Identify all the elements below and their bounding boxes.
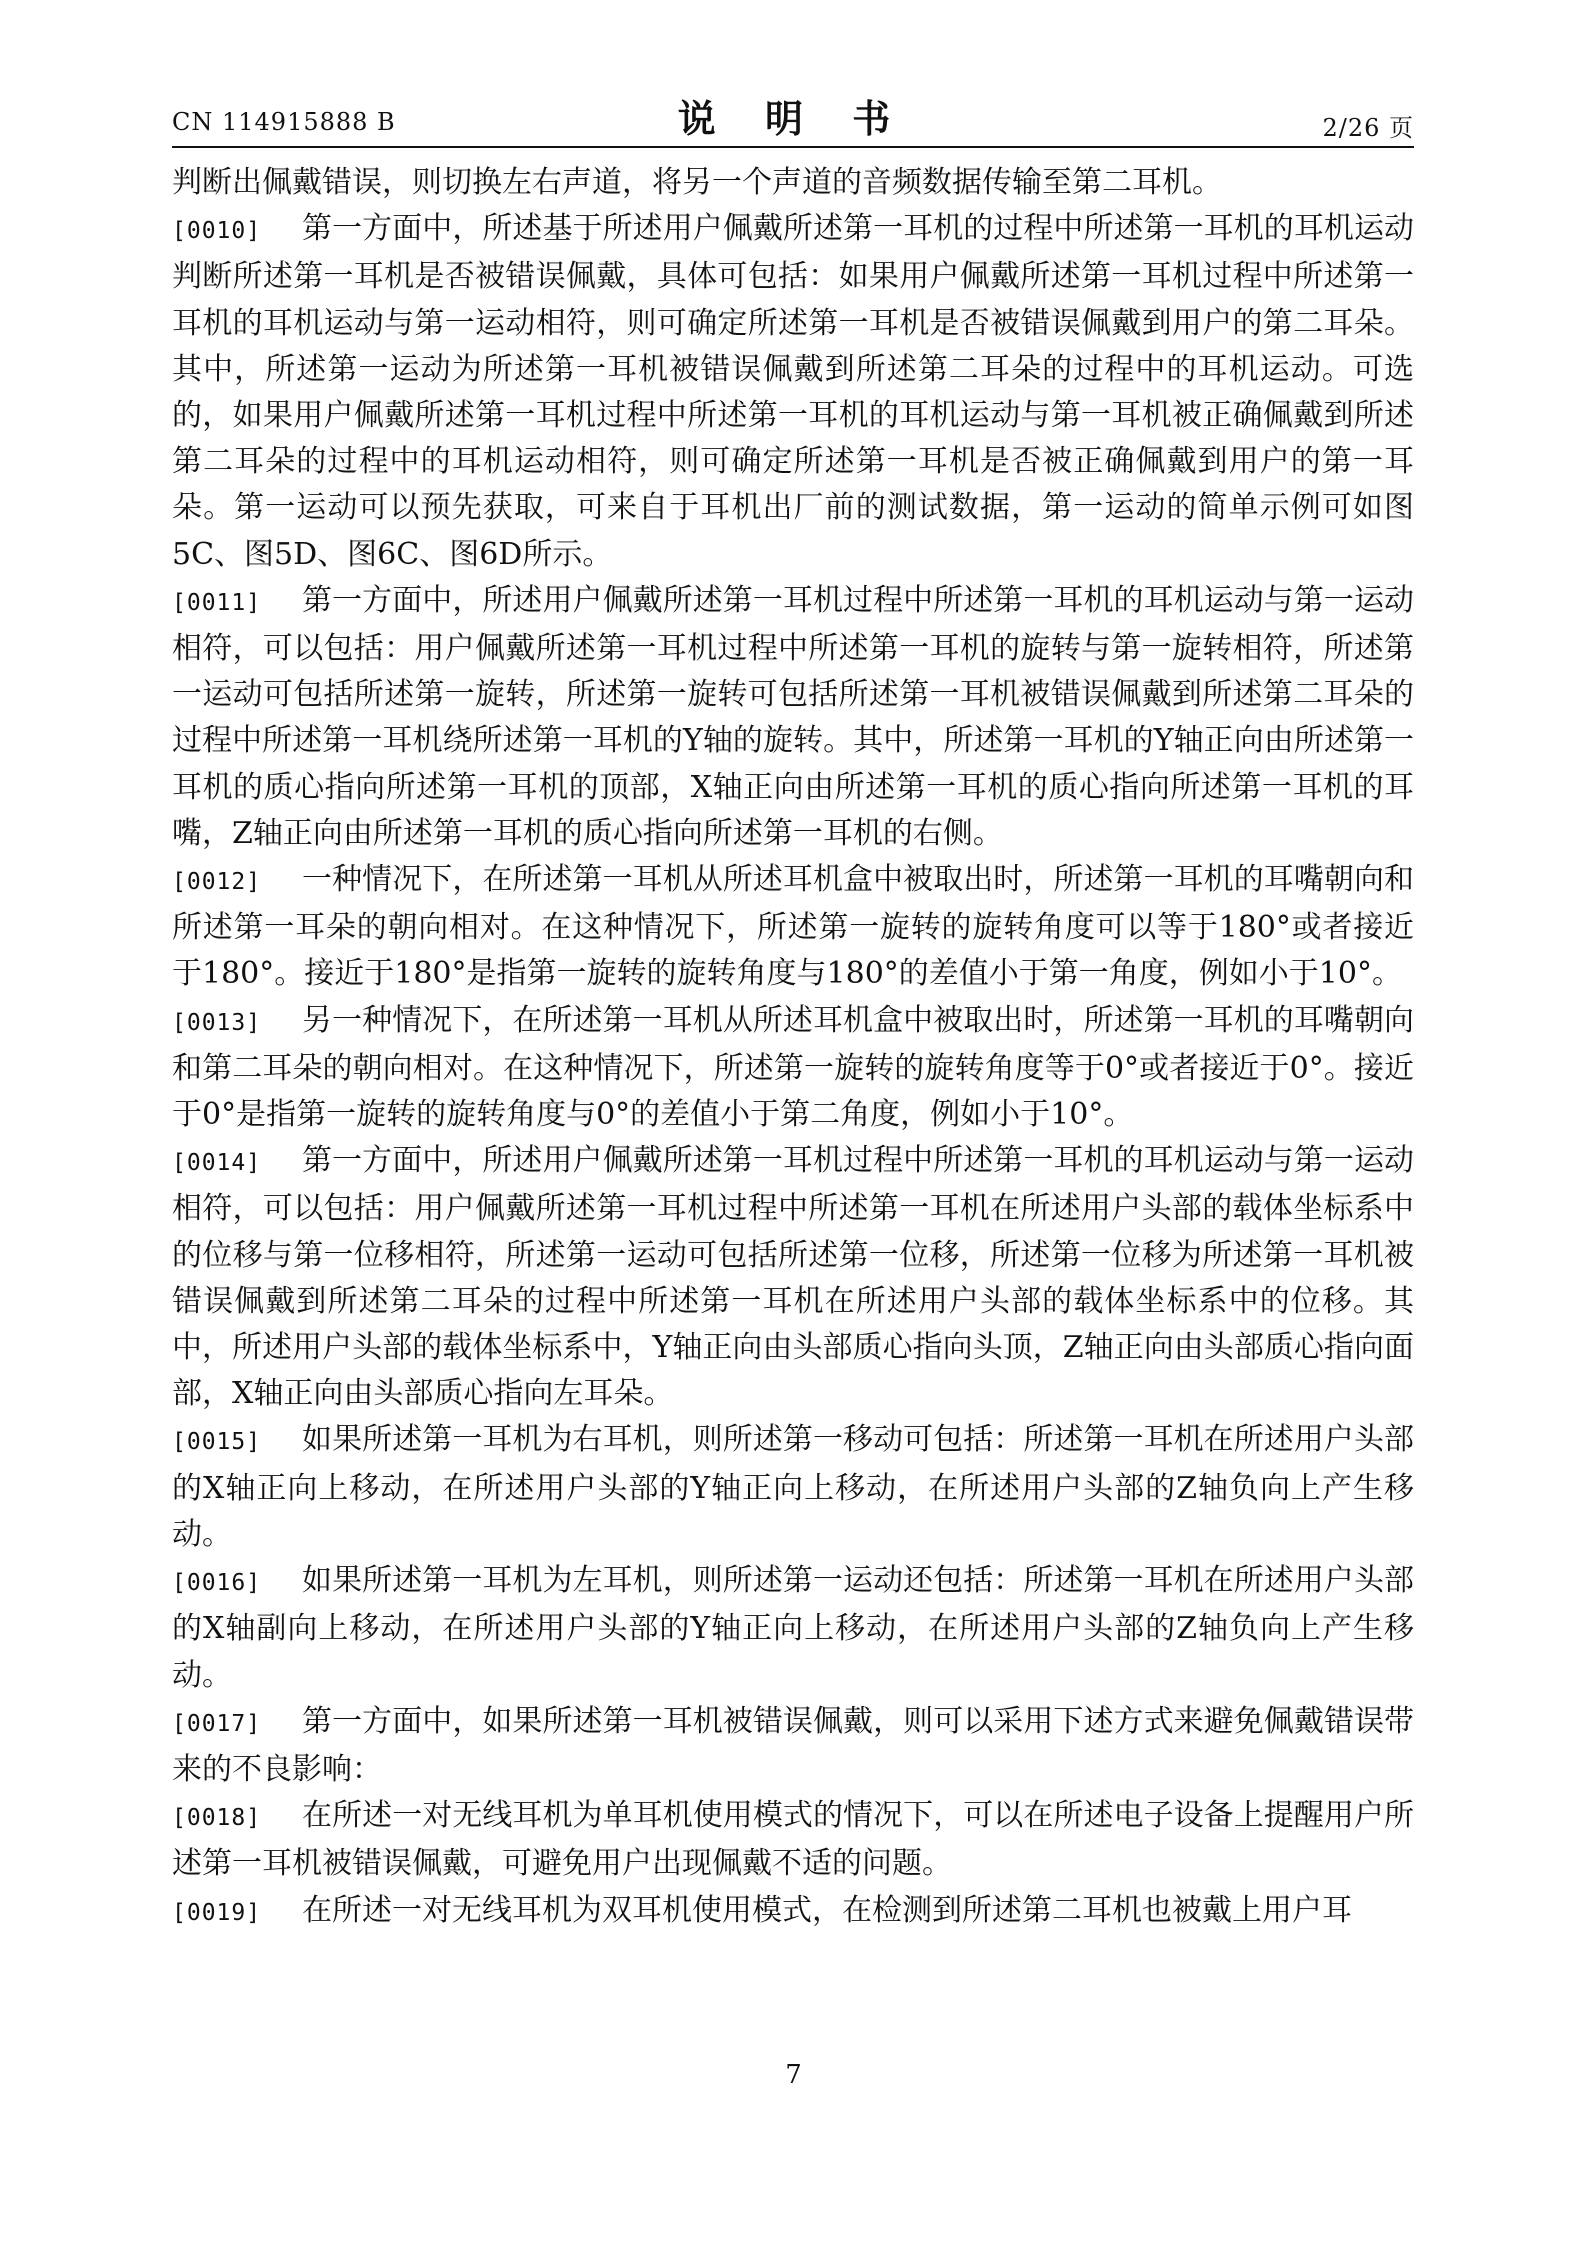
paragraph-0010 xyxy=(172,206,1414,578)
paragraph-number: [0015] xyxy=(172,1429,262,1456)
page-header xyxy=(172,88,1414,144)
paragraph-number: [0013] xyxy=(172,1009,262,1036)
paragraph-text: 第一方面中，所述基于所述用户佩戴所述第一耳机的过程中所述第一耳机的耳机运动判断所述第一耳机是否被错误佩戴，具体可包括：如果用户佩戴所述第一耳机过程中所述第一耳机的耳机运动与第一运动相符，则可确定所述第一耳机是否被错误佩戴到用户的第二耳朵。其中，所述第一运动为所述第一耳机被错误佩戴到所述第二耳朵的过程中的耳机运动。可选的，如果用户佩戴所述第一耳机过程中所述第一耳机的耳机运动与第一耳机被正确佩戴到所述第二耳朵的过程中的耳机运动相符，则可确定所述第一耳机是否被正确佩戴到用户的第一耳朵。第一运动可以预先获取，可来自于耳机出厂前的测试数据，第一运动的简单示例可如图5C、图5D、图6C、图6D所示。 xyxy=(172,211,1414,572)
paragraph-number: [0014] xyxy=(172,1150,262,1177)
paragraph-continuation xyxy=(172,160,1414,206)
paragraph-number: [0011] xyxy=(172,589,262,616)
paragraph-text: 另一种情况下，在所述第一耳机从所述耳机盒中被取出时，所述第一耳机的耳嘴朝向和第二耳朵的朝向相对。在这种情况下，所述第一旋转的旋转角度等于0°或者接近于0°。接近于0°是指第一旋转的旋转角度与0°的差值小于第二角度，例如小于10°。 xyxy=(172,1002,1414,1133)
paragraph-text: 如果所述第一耳机为右耳机，则所述第一移动可包括：所述第一耳机在所述用户头部的X轴正向上移动，在所述用户头部的Y轴正向上移动，在所述用户头部的Z轴负向上产生移动。 xyxy=(172,1422,1414,1552)
paragraph-number: [0010] xyxy=(172,218,262,245)
paragraph-0014 xyxy=(172,1138,1414,1417)
paragraph-text: 在所述一对无线耳机为单耳机使用模式的情况下，可以在所述电子设备上提醒用户所述第一耳机被错误佩戴，可避免用户出现佩戴不适的问题。 xyxy=(172,1798,1414,1882)
page-number: 7 xyxy=(785,2060,802,2090)
body-text xyxy=(172,160,1414,1936)
paragraph-0015 xyxy=(172,1417,1414,1558)
paragraph-text: 判断出佩戴错误，则切换左右声道，将另一个声道的音频数据传输至第二耳机。 xyxy=(172,165,1222,200)
paragraph-0018 xyxy=(172,1793,1414,1887)
paragraph-0011 xyxy=(172,578,1414,857)
paragraph-0013 xyxy=(172,998,1414,1139)
paragraph-number: [0016] xyxy=(172,1570,262,1597)
paragraph-0016 xyxy=(172,1558,1414,1699)
page-reference: 2/26 页 xyxy=(1322,114,1414,142)
paragraph-text: 如果所述第一耳机为左耳机，则所述第一运动还包括：所述第一耳机在所述用户头部的X轴副向上移动，在所述用户头部的Y轴正向上移动，在所述用户头部的Z轴负向上产生移动。 xyxy=(172,1563,1414,1693)
paragraph-number: [0017] xyxy=(172,1710,262,1737)
paragraph-text: 第一方面中，如果所述第一耳机被错误佩戴，则可以采用下述方式来避免佩戴错误带来的不良影响： xyxy=(172,1703,1414,1787)
document-number: CN 114915888 B xyxy=(172,108,396,136)
paragraph-number: [0018] xyxy=(172,1805,262,1832)
paragraph-number: [0012] xyxy=(172,869,262,896)
paragraph-text: 第一方面中，所述用户佩戴所述第一耳机过程中所述第一耳机的耳机运动与第一运动相符，可以包括：用户佩戴所述第一耳机过程中所述第一耳机的旋转与第一旋转相符，所述第一运动可包括所述第一旋转，所述第一旋转可包括所述第一耳机被错误佩戴到所述第二耳朵的过程中所述第一耳机绕所述第一耳机的Y轴的旋转。其中，所述第一耳机的Y轴正向由所述第一耳机的质心指向所述第一耳机的顶部，X轴正向由所述第一耳机的质心指向所述第一耳机的耳嘴，Z轴正向由所述第一耳机的质心指向所述第一耳机的右侧。 xyxy=(172,582,1414,851)
header-divider xyxy=(172,146,1414,148)
paragraph-0019 xyxy=(172,1888,1414,1936)
paragraph-0017 xyxy=(172,1699,1414,1793)
paragraph-text: 一种情况下，在所述第一耳机从所述耳机盒中被取出时，所述第一耳机的耳嘴朝向和所述第一耳朵的朝向相对。在这种情况下，所述第一旋转的旋转角度可以等于180°或者接近于180°。接近于180°是指第一旋转的旋转角度与180°的差值小于第一角度，例如小于10°。 xyxy=(172,862,1414,992)
paragraph-text: 在所述一对无线耳机为双耳机使用模式，在检测到所述第二耳机也被戴上用户耳 xyxy=(302,1892,1352,1928)
paragraph-0012 xyxy=(172,857,1414,998)
paragraph-text: 第一方面中，所述用户佩戴所述第一耳机过程中所述第一耳机的耳机运动与第一运动相符，可以包括：用户佩戴所述第一耳机过程中所述第一耳机在所述用户头部的载体坐标系中的位移与第一位移相符，所述第一运动可包括所述第一位移，所述第一位移为所述第一耳机被错误佩戴到所述第二耳朵的过程中所述第一耳机在所述用户头部的载体坐标系中的位移。其中，所述用户头部的载体坐标系中，Y轴正向由头部质心指向头顶，Z轴正向由头部质心指向面部，X轴正向由头部质心指向左耳朵。 xyxy=(172,1143,1414,1412)
paragraph-number: [0019] xyxy=(172,1899,262,1926)
document-section-title: 说 明 书 xyxy=(677,96,909,141)
